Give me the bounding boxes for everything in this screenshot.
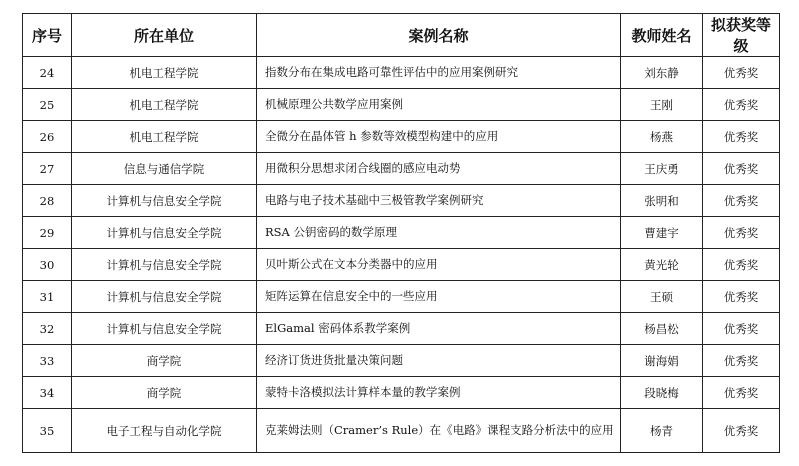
table-row	[23, 153, 780, 185]
cell-award: 优秀奖	[703, 281, 780, 313]
cell-award: 优秀奖	[703, 57, 780, 89]
cell-teacher: 王庆勇	[621, 153, 703, 185]
cell-teacher: 杨青	[621, 409, 703, 453]
cell-teacher: 王刚	[621, 89, 703, 121]
cell-case: 经济订货进货批量决策问题	[257, 345, 621, 377]
table-row	[23, 345, 780, 377]
header-award: 拟获奖等级	[703, 14, 780, 57]
cell-award: 优秀奖	[703, 153, 780, 185]
award-list-sheet	[22, 13, 779, 453]
cell-award: 优秀奖	[703, 345, 780, 377]
table-row	[23, 249, 780, 281]
cell-num: 25	[23, 89, 72, 121]
cell-teacher: 张明和	[621, 185, 703, 217]
cell-unit: 计算机与信息安全学院	[72, 313, 257, 345]
cell-case: 用微积分思想求闭合线圈的感应电动势	[257, 153, 621, 185]
cell-teacher: 段晓梅	[621, 377, 703, 409]
table-row	[23, 121, 780, 153]
cell-unit: 商学院	[72, 377, 257, 409]
cell-num: 30	[23, 249, 72, 281]
cell-num: 26	[23, 121, 72, 153]
cell-teacher: 曹建宇	[621, 217, 703, 249]
cell-award: 优秀奖	[703, 89, 780, 121]
cell-award: 优秀奖	[703, 249, 780, 281]
header-num: 序号	[23, 14, 72, 57]
cell-teacher: 刘东静	[621, 57, 703, 89]
cell-award: 优秀奖	[703, 185, 780, 217]
cell-case: 贝叶斯公式在文本分类器中的应用	[257, 249, 621, 281]
cell-award: 优秀奖	[703, 217, 780, 249]
cell-num: 32	[23, 313, 72, 345]
cell-unit: 电子工程与自动化学院	[72, 409, 257, 453]
cell-teacher: 王硕	[621, 281, 703, 313]
table-row	[23, 217, 780, 249]
cell-case: 电路与电子技术基础中三极管教学案例研究	[257, 185, 621, 217]
cell-num: 33	[23, 345, 72, 377]
cell-award: 优秀奖	[703, 409, 780, 453]
cell-num: 28	[23, 185, 72, 217]
cell-unit: 机电工程学院	[72, 89, 257, 121]
cell-num: 34	[23, 377, 72, 409]
header-row	[23, 14, 780, 57]
cell-teacher: 杨燕	[621, 121, 703, 153]
cell-case: 指数分布在集成电路可靠性评估中的应用案例研究	[257, 57, 621, 89]
cell-num: 35	[23, 409, 72, 453]
cell-unit: 信息与通信学院	[72, 153, 257, 185]
cell-num: 27	[23, 153, 72, 185]
cell-unit: 计算机与信息安全学院	[72, 281, 257, 313]
cell-teacher: 谢海娟	[621, 345, 703, 377]
cell-award: 优秀奖	[703, 121, 780, 153]
cell-award: 优秀奖	[703, 377, 780, 409]
cell-case: 矩阵运算在信息安全中的一些应用	[257, 281, 621, 313]
table-row	[23, 281, 780, 313]
cell-num: 29	[23, 217, 72, 249]
cell-case: 蒙特卡洛模拟法计算样本量的教学案例	[257, 377, 621, 409]
cell-case: 机械原理公共数学应用案例	[257, 89, 621, 121]
header-unit: 所在单位	[72, 14, 257, 57]
cell-unit: 商学院	[72, 345, 257, 377]
cell-case: ElGamal 密码体系教学案例	[257, 313, 621, 345]
cell-teacher: 黄光轮	[621, 249, 703, 281]
header-teacher: 教师姓名	[621, 14, 703, 57]
table-row	[23, 313, 780, 345]
table-row	[23, 57, 780, 89]
cell-case: 全微分在晶体管 h 参数等效模型构建中的应用	[257, 121, 621, 153]
cell-case: RSA 公钥密码的数学原理	[257, 217, 621, 249]
cell-award: 优秀奖	[703, 313, 780, 345]
cell-teacher: 杨昌松	[621, 313, 703, 345]
cell-unit: 计算机与信息安全学院	[72, 249, 257, 281]
award-table	[22, 13, 780, 453]
cell-unit: 机电工程学院	[72, 57, 257, 89]
cell-unit: 机电工程学院	[72, 121, 257, 153]
cell-unit: 计算机与信息安全学院	[72, 217, 257, 249]
table-row	[23, 185, 780, 217]
header-case: 案例名称	[257, 14, 621, 57]
cell-num: 31	[23, 281, 72, 313]
cell-unit: 计算机与信息安全学院	[72, 185, 257, 217]
table-row	[23, 409, 780, 453]
table-row	[23, 377, 780, 409]
cell-num: 24	[23, 57, 72, 89]
table-row	[23, 89, 780, 121]
cell-case: 克莱姆法则（Cramer’s Rule）在《电路》课程支路分析法中的应用	[257, 409, 621, 453]
